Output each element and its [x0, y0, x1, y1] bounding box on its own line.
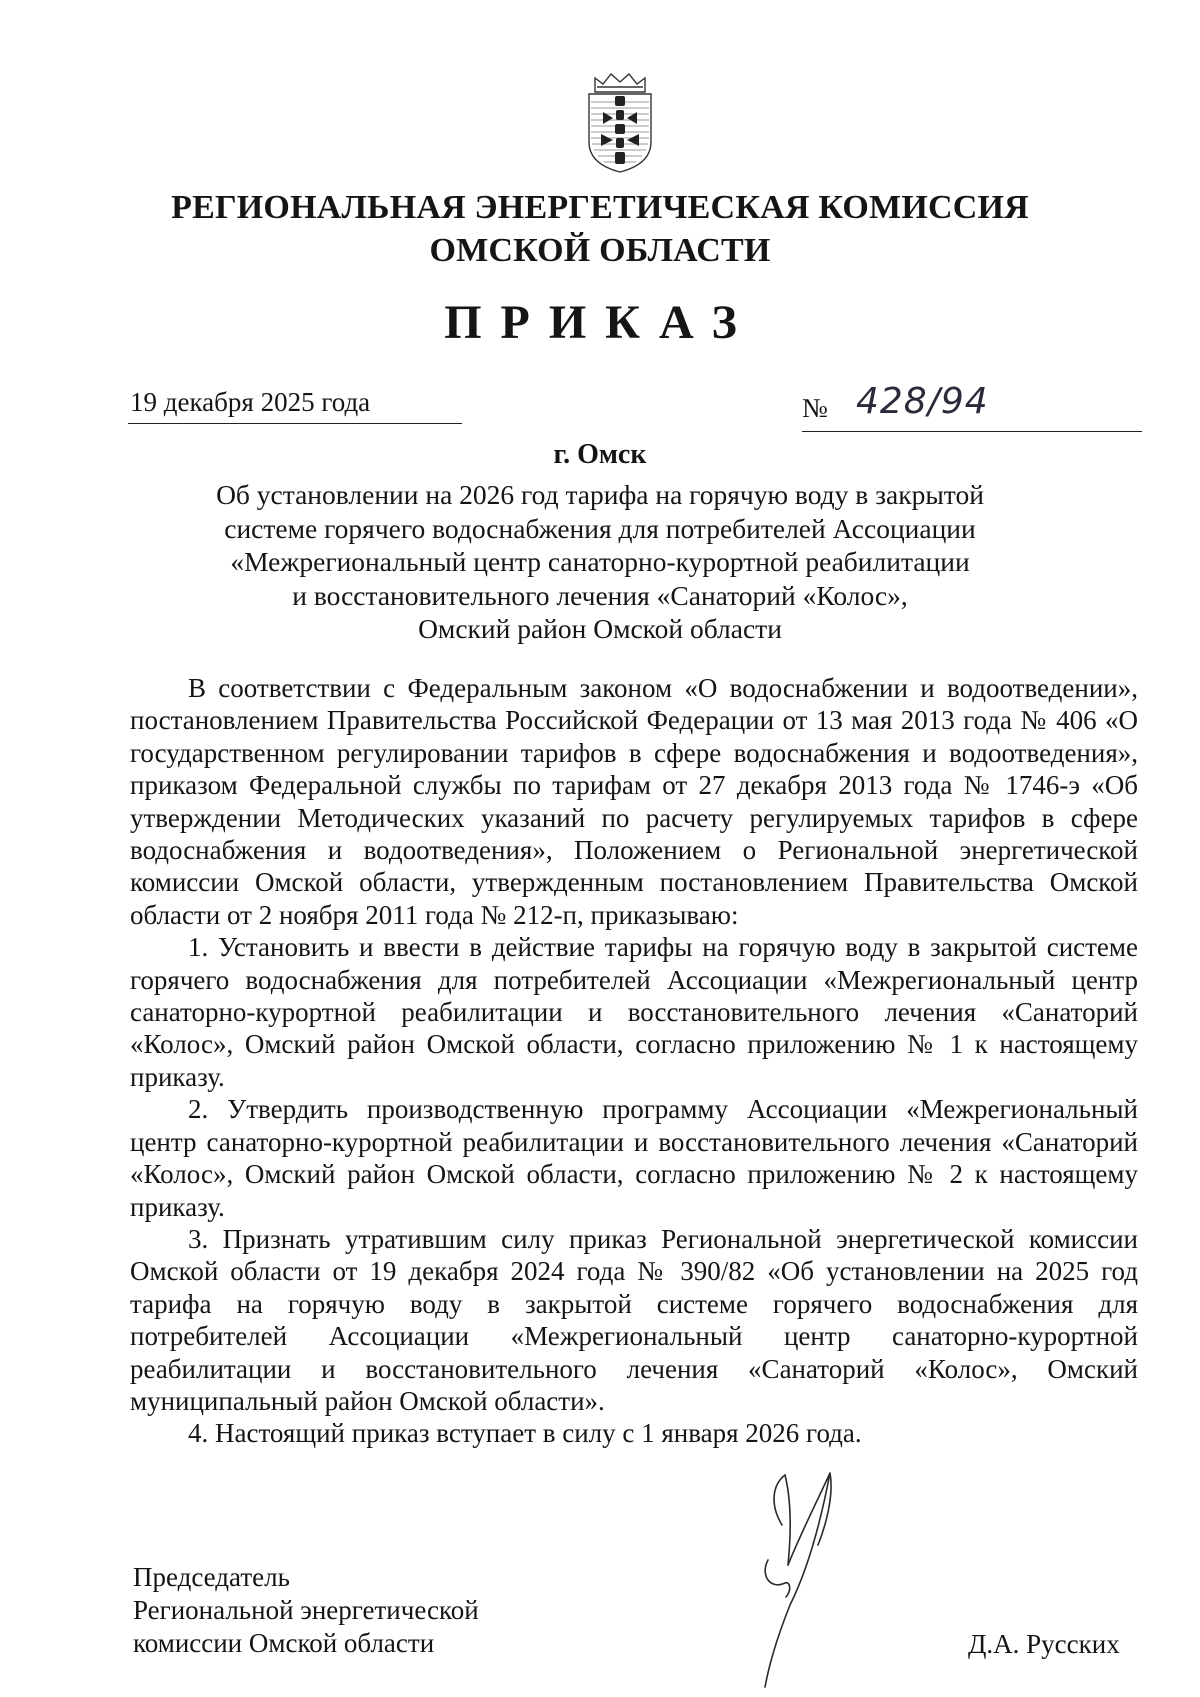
order-item-4: 4. Настоящий приказ вступает в силу с 1 января 2026 года.	[188, 1418, 862, 1449]
subject-line: «Межрегиональный центр санаторно-курортной реабилитации	[230, 546, 970, 578]
signatory-position-line: Региональной энергетической	[133, 1595, 479, 1625]
subject-line: Об установлении на 2026 год тарифа на горячую воду в закрытой	[216, 479, 984, 510]
preamble-paragraph: В соответствии с Федеральным законом «О водоснабжении и водоотведении», постановлением Правительства Российской Федерации от 13 мая 2013 года № 406 «О государственном регулировании тарифов в сфере водоснабжения и водоотведения», приказом Федеральной службы по тарифам от 27 декабря 2013 года № 1746-э «Об утверждении Методических указаний по расчету регулируемых тарифов в сфере водоснабжения и водоотведения», Положением о Региональной энергетической комиссии Омской области, утвержденным постановлением Правительства Омской области от 2 ноября 2011 года № 212-п, приказываю:	[130, 673, 1138, 930]
signatory-position	[133, 1561, 479, 1660]
signatory-name: Д.А. Русских	[968, 1629, 1120, 1659]
document-subject	[0, 478, 1200, 646]
organization-title-line-2: ОМСКОЙ ОБЛАСТИ	[429, 232, 771, 269]
order-item-3: 3. Признать утратившим силу приказ Региональной энергетической комиссии Омской области от 19 декабря 2024 года № 390/82 «Об установлении на 2025 год тарифа на горячую воду в закрытой системе горячего водоснабжения для потребителей Ассоциации «Межрегиональный центр санаторно-курортной реабилитации и восстановительного лечения «Санаторий «Колос», Омский муниципальный район Омской области».	[130, 1223, 1138, 1416]
handwritten-signature-icon	[730, 1465, 900, 1690]
number-underline	[802, 431, 1142, 432]
signatory-position-line: Председатель	[133, 1562, 290, 1592]
coat-of-arms-icon	[583, 72, 657, 174]
document-body	[130, 672, 1138, 1450]
subject-line: и восстановительного лечения «Санаторий «Колос»,	[292, 579, 908, 611]
number-sign: №	[802, 393, 828, 423]
document-city: г. Омск	[553, 439, 647, 470]
subject-line: системе горячего водоснабжения для потребителей Ассоциации	[224, 512, 976, 544]
order-item-2: 2. Утвердить производственную программу Ассоциации «Межрегиональный центр санаторно-курортной реабилитации и восстановительного лечения «Санаторий «Колос», Омский район Омской области, согласно приложению № 2 к настоящему приказу.	[130, 1094, 1138, 1222]
document-number: 428/94	[856, 381, 989, 422]
document-date: 19 декабря 2025 года	[130, 387, 371, 417]
subject-line: Омский район Омской области	[418, 613, 782, 645]
order-item-1: 1. Установить и ввести в действие тарифы на горячую воду в закрытой системе горячего водоснабжения для потребителей Ассоциации «Межрегиональный центр санаторно-курортной реабилитации и восстановительного лечения «Санаторий «Колос», Омский район Омской области, согласно приложению № 1 к настоящему приказу.	[130, 932, 1138, 1092]
organization-title-line-1: РЕГИОНАЛЬНАЯ ЭНЕРГЕТИЧЕСКАЯ КОМИССИЯ	[171, 189, 1029, 226]
signatory-position-line: комиссии Омской области	[133, 1628, 435, 1658]
date-underline	[128, 423, 462, 424]
document-type-heading: ПРИКАЗ	[444, 296, 756, 349]
